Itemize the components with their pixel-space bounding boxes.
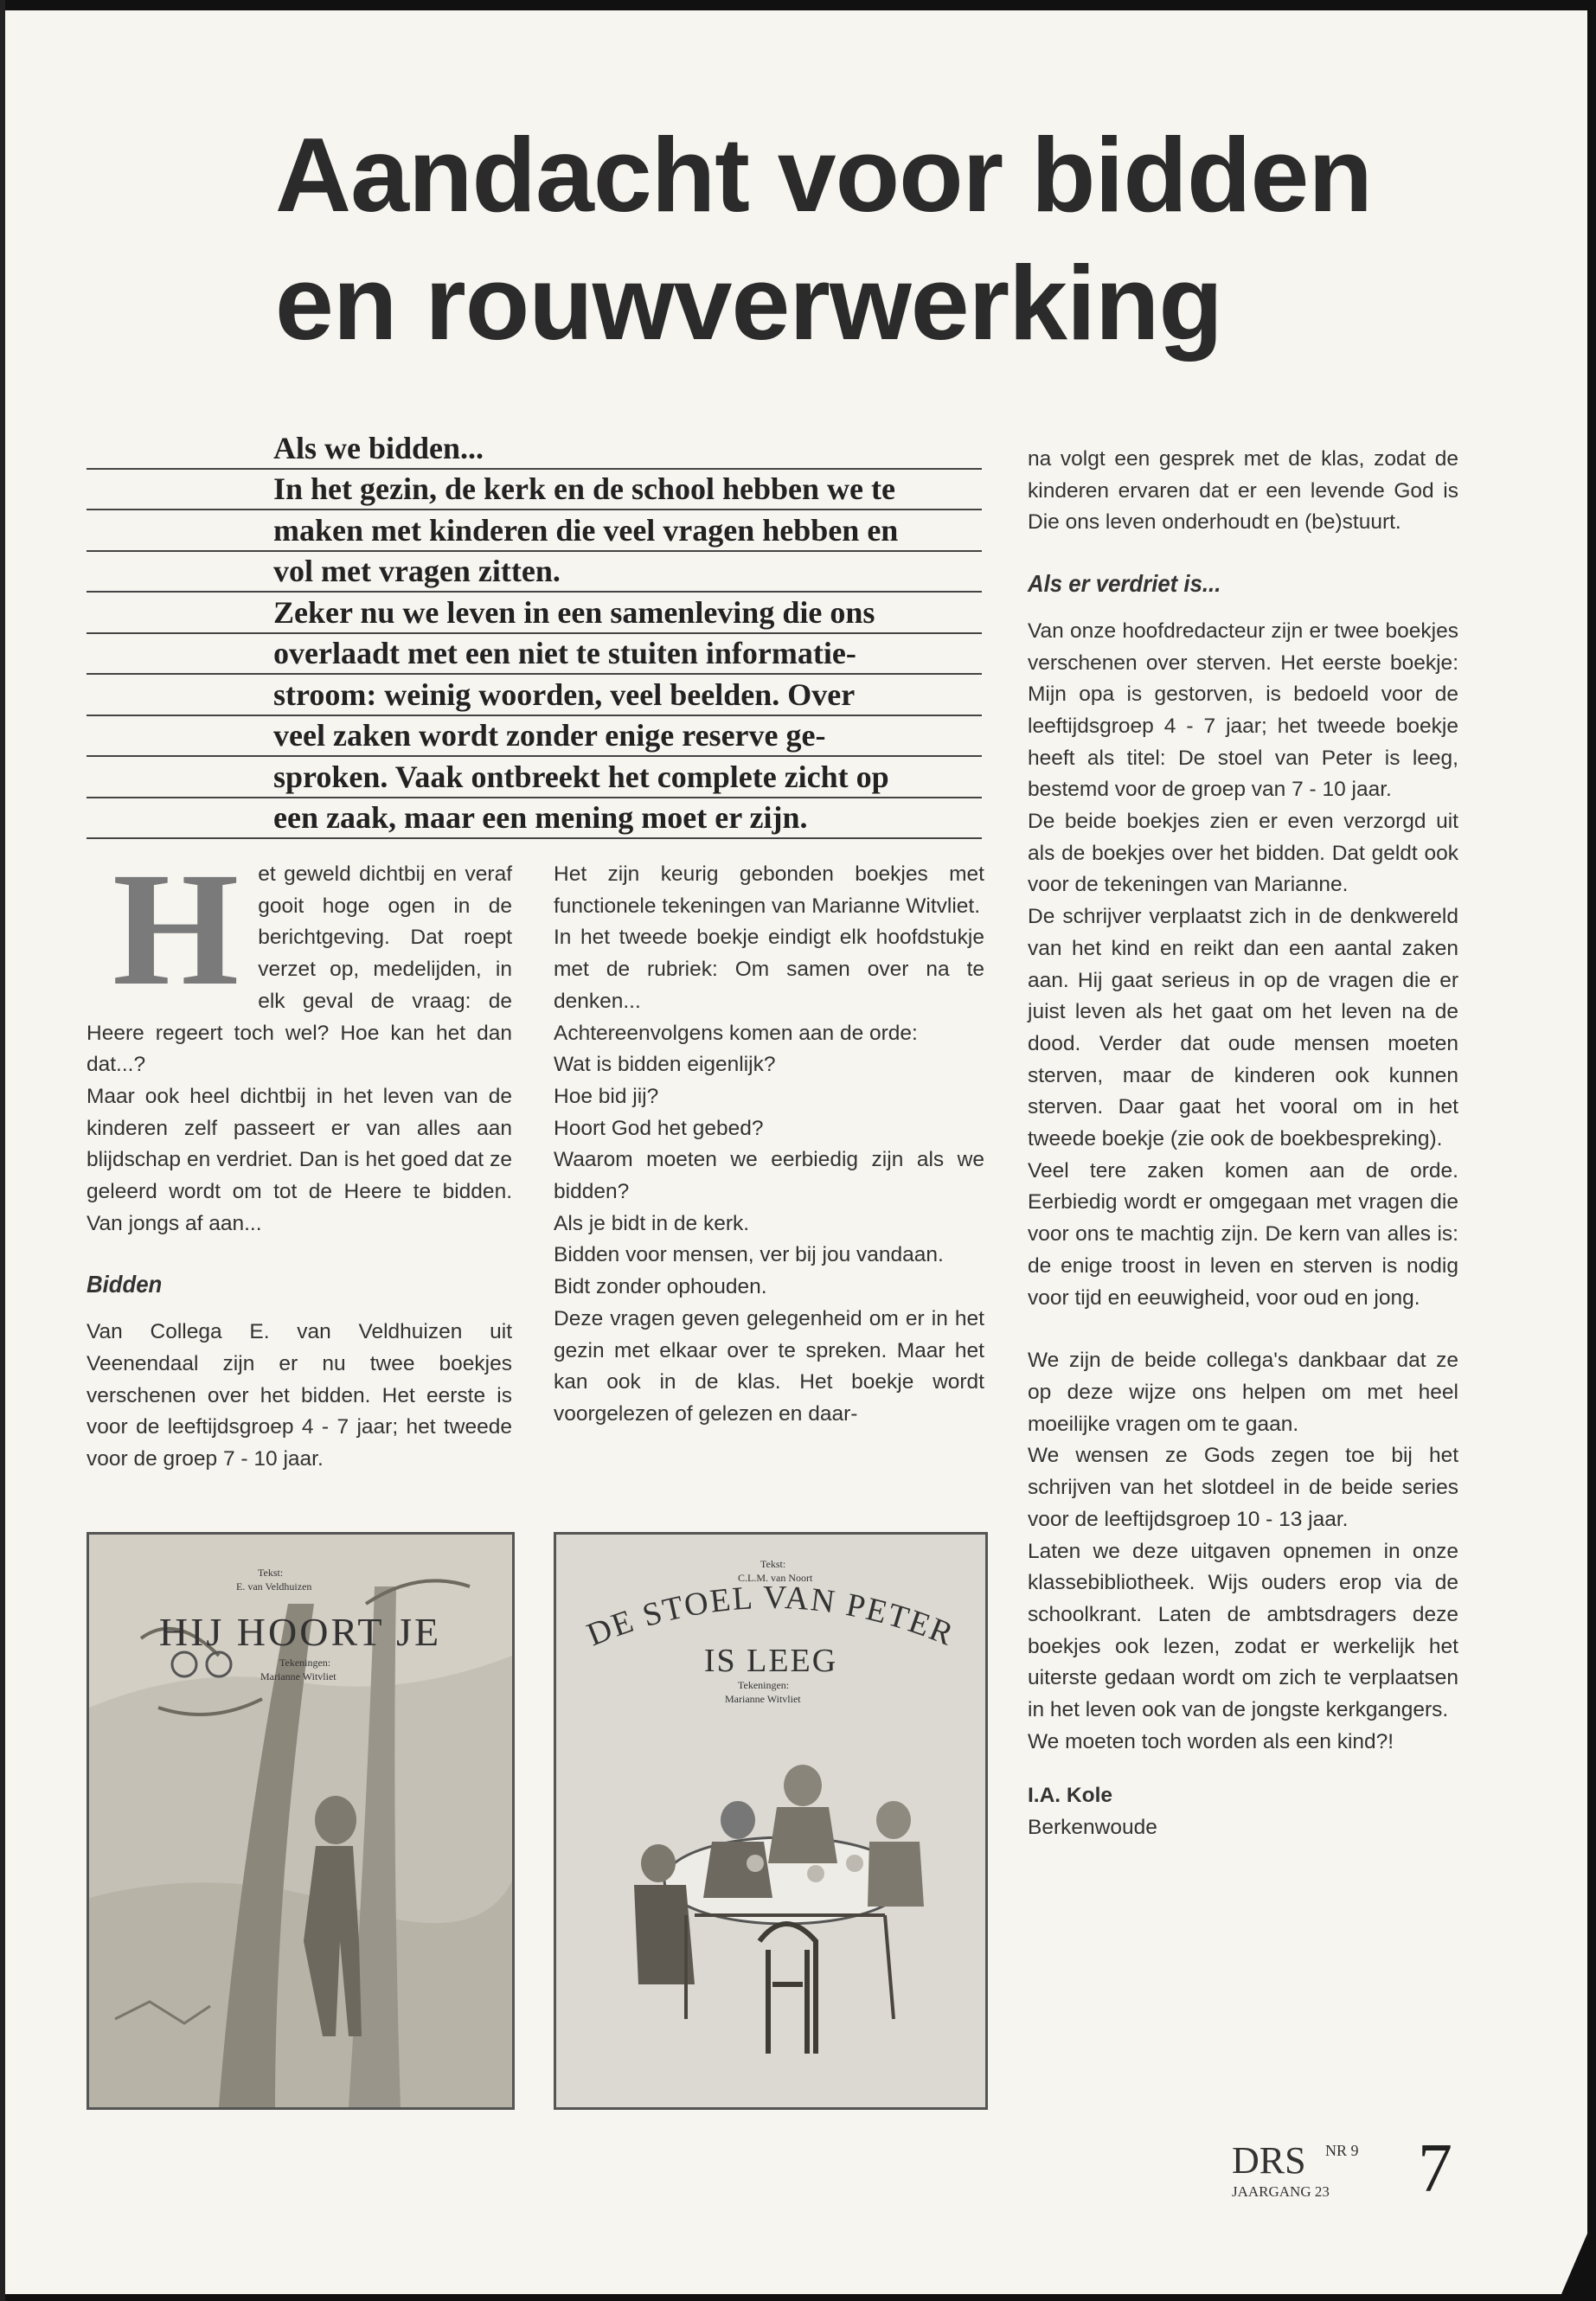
paragraph: na volgt een gesprek met de klas, zodat de kinderen ervaren dat er een levende God is Die ons leven onderhoudt en (be)stuurt. <box>1028 447 1458 535</box>
book-cover-hij-hoort-je <box>87 1532 515 2110</box>
opening-paragraph: Het geweld dichtbij en veraf gooit hoge ogen in de berichtgeving. Dat roept verzet op, medelijden, in elk geval de vraag: de Heere regeert toch wel? Hoe kan het dan dat...? <box>87 838 512 1077</box>
author-place: Berkenwoude <box>1028 1816 1157 1840</box>
book2-tekst-label: Tekst: <box>760 1558 786 1570</box>
book2-author: C.L.M. van Noort <box>738 1572 813 1584</box>
question-line: Waarom moeten we eerbiedig zijn als we bidden? <box>554 1148 984 1204</box>
intro-line: Zeker nu we leven in een samenleving die ons <box>87 593 982 634</box>
scan-border-right <box>1587 0 1596 2301</box>
drop-cap: H <box>112 838 240 1019</box>
title-line-1: Aandacht voor bidden <box>275 116 1372 234</box>
question-line: Bidden voor mensen, ver bij jou vandaan. <box>554 1243 944 1267</box>
paragraph: Maar ook heel dichtbij in het leven van de kinderen zelf passeert er van alles aan blijdschap en verdriet. Dan is het goed dat ze geleerd wordt om tot de Heere te bidden. Van jongs af aan... <box>87 1084 512 1235</box>
paragraph: Van Collega E. van Veldhuizen uit Veenendaal zijn er nu twee boekjes verschenen over het bidden. Het eerste is voor de leeftijdsgroep 4 - 7 jaar; het tweede voor de groep 7 - 10 jaar. <box>87 1320 512 1471</box>
paragraph: Deze vragen geven gelegenheid om er in het gezin met elkaar over te spreken. Maar het kan ook in de klas. Het boekje wordt voorgelezen of gelezen en daar- <box>554 1306 984 1426</box>
question-line: Hoe bid jij? <box>554 1084 659 1108</box>
book-cover-illustration <box>556 1535 985 2107</box>
book-cover-de-stoel-van-peter <box>554 1532 988 2110</box>
paragraph: De schrijver verplaatst zich in de denkwereld van het kind en reikt dan een aantal zaken aan. Hij gaat serieus in op de vragen die er juist leven als het gaat om het leven na de dood. Verder dat oude mensen moeten sterven, maar de kinderen ook kunnen sterven. Daar gaat het vooral om in het tweede boekje (zie ook de boekbespreking). <box>1028 905 1458 1151</box>
book2-title-line-2: IS LEEG <box>703 1643 838 1679</box>
page-corner-fold <box>1561 2234 1587 2294</box>
article-title <box>275 111 1372 367</box>
paragraph: De beide boekjes zien er even verzorgd uit als de boekjes over het bidden. Dat geldt ook voor de tekeningen van Marianne. <box>1028 810 1458 897</box>
column-middle <box>554 859 984 1431</box>
title-line-2: en rouwverwerking <box>275 244 1222 362</box>
book2-title-line-1: DE STOEL VAN PETER <box>581 1579 960 1654</box>
intro-line: stroom: weinig woorden, veel beelden. Over <box>87 675 982 716</box>
intro-line: Als we bidden... <box>87 428 982 470</box>
question-line: Wat is bidden eigenlijk? <box>554 1053 776 1077</box>
intro-line: maken met kinderen die veel vragen hebben en <box>87 510 982 552</box>
intro-line: vol met vragen zitten. <box>87 552 982 593</box>
book1-title: HIJ HOORT JE <box>158 1610 442 1654</box>
book1-tekeningen-label: Tekeningen: <box>279 1657 331 1669</box>
book1-tekst-label: Tekst: <box>258 1567 284 1579</box>
intro-line: veel zaken wordt zonder enige reserve ge- <box>87 716 982 758</box>
question-line: Hoort God het gebed? <box>554 1116 764 1140</box>
intro-block <box>87 428 982 839</box>
scan-border-left <box>0 0 5 2301</box>
paragraph: We wensen ze Gods zegen toe bij het schrijven van het slotdeel in de beide series voor de leeftijdsgroep 10 - 13 jaar. <box>1028 1444 1458 1531</box>
scan-border-bottom <box>0 2294 1596 2301</box>
volume-label: JAARGANG 23 <box>1232 2183 1330 2200</box>
book1-illustrator: Marianne Witvliet <box>260 1670 337 1682</box>
paragraph: Laten we deze uitgaven opnemen in onze klassebibliotheek. Wijs ouders erop via de schoolkrant. Laten de ambtsdragers deze boekjes ook lezen, zodat er werkelijk het uiterste gedaan wordt om zich te verplaatsen in het leven ook van de jongste kerkgangers. <box>1028 1539 1458 1722</box>
paragraph: Het zijn keurig gebonden boekjes met functionele tekeningen van Marianne Witvliet. <box>554 862 984 918</box>
text-line: Achtereenvolgens komen aan de orde: <box>554 1021 918 1045</box>
paragraph: We moeten toch worden als een kind?! <box>1028 1729 1394 1753</box>
section-heading-verdriet: Als er verdriet is... <box>1028 570 1221 598</box>
question-line: Als je bidt in de kerk. <box>554 1211 750 1235</box>
magazine-name: DRS <box>1232 2139 1306 2182</box>
paragraph: Van onze hoofdredacteur zijn er twee boekjes verschenen over sterven. Het eerste boekje: Mijn opa is gestorven, is bedoeld voor de leeftijdsgroep 4 - 7 jaar; het tweede boekje heeft als titel: De stoel van Peter is leeg, bestemd voor de groep van 7 - 10 jaar. <box>1028 619 1458 802</box>
page-number: 7 <box>1418 2131 1452 2207</box>
book2-illustrator: Marianne Witvliet <box>725 1693 801 1705</box>
book-cover-illustration <box>89 1535 512 2107</box>
column-right <box>1028 444 1458 1844</box>
author-name: I.A. Kole <box>1028 1784 1113 1808</box>
issue-number: NR 9 <box>1325 2142 1359 2159</box>
scan-border-top <box>0 0 1596 10</box>
book1-author: E. van Veldhuizen <box>236 1580 312 1593</box>
intro-line: In het gezin, de kerk en de school hebben we te <box>87 470 982 511</box>
intro-line: overlaadt met een niet te stuiten informatie- <box>87 634 982 676</box>
intro-line: sproken. Vaak ontbreekt het complete zicht op <box>87 757 982 798</box>
paragraph: Veel tere zaken komen aan de orde. Eerbiedig wordt er omgegaan met vragen die voor ons te machtig zijn. De kern van alles is: de enige troost in leven en sterven is nodig voor tijd en eeuwigheid, voor oud en jong. <box>1028 1158 1458 1310</box>
paragraph: We zijn de beide collega's dankbaar dat ze op deze wijze ons helpen om met heel moeilijke vragen om te gaan. <box>1028 1349 1458 1436</box>
column-left <box>87 838 512 1476</box>
question-line: Bidt zonder ophouden. <box>554 1275 767 1299</box>
book2-tekeningen-label: Tekeningen: <box>738 1679 790 1691</box>
paragraph: In het tweede boekje eindigt elk hoofdstukje met de rubriek: Om samen over na te denken... <box>554 926 984 1013</box>
section-heading-bidden: Bidden <box>87 1271 163 1298</box>
intro-line: een zaak, maar een mening moet er zijn. <box>87 798 982 840</box>
